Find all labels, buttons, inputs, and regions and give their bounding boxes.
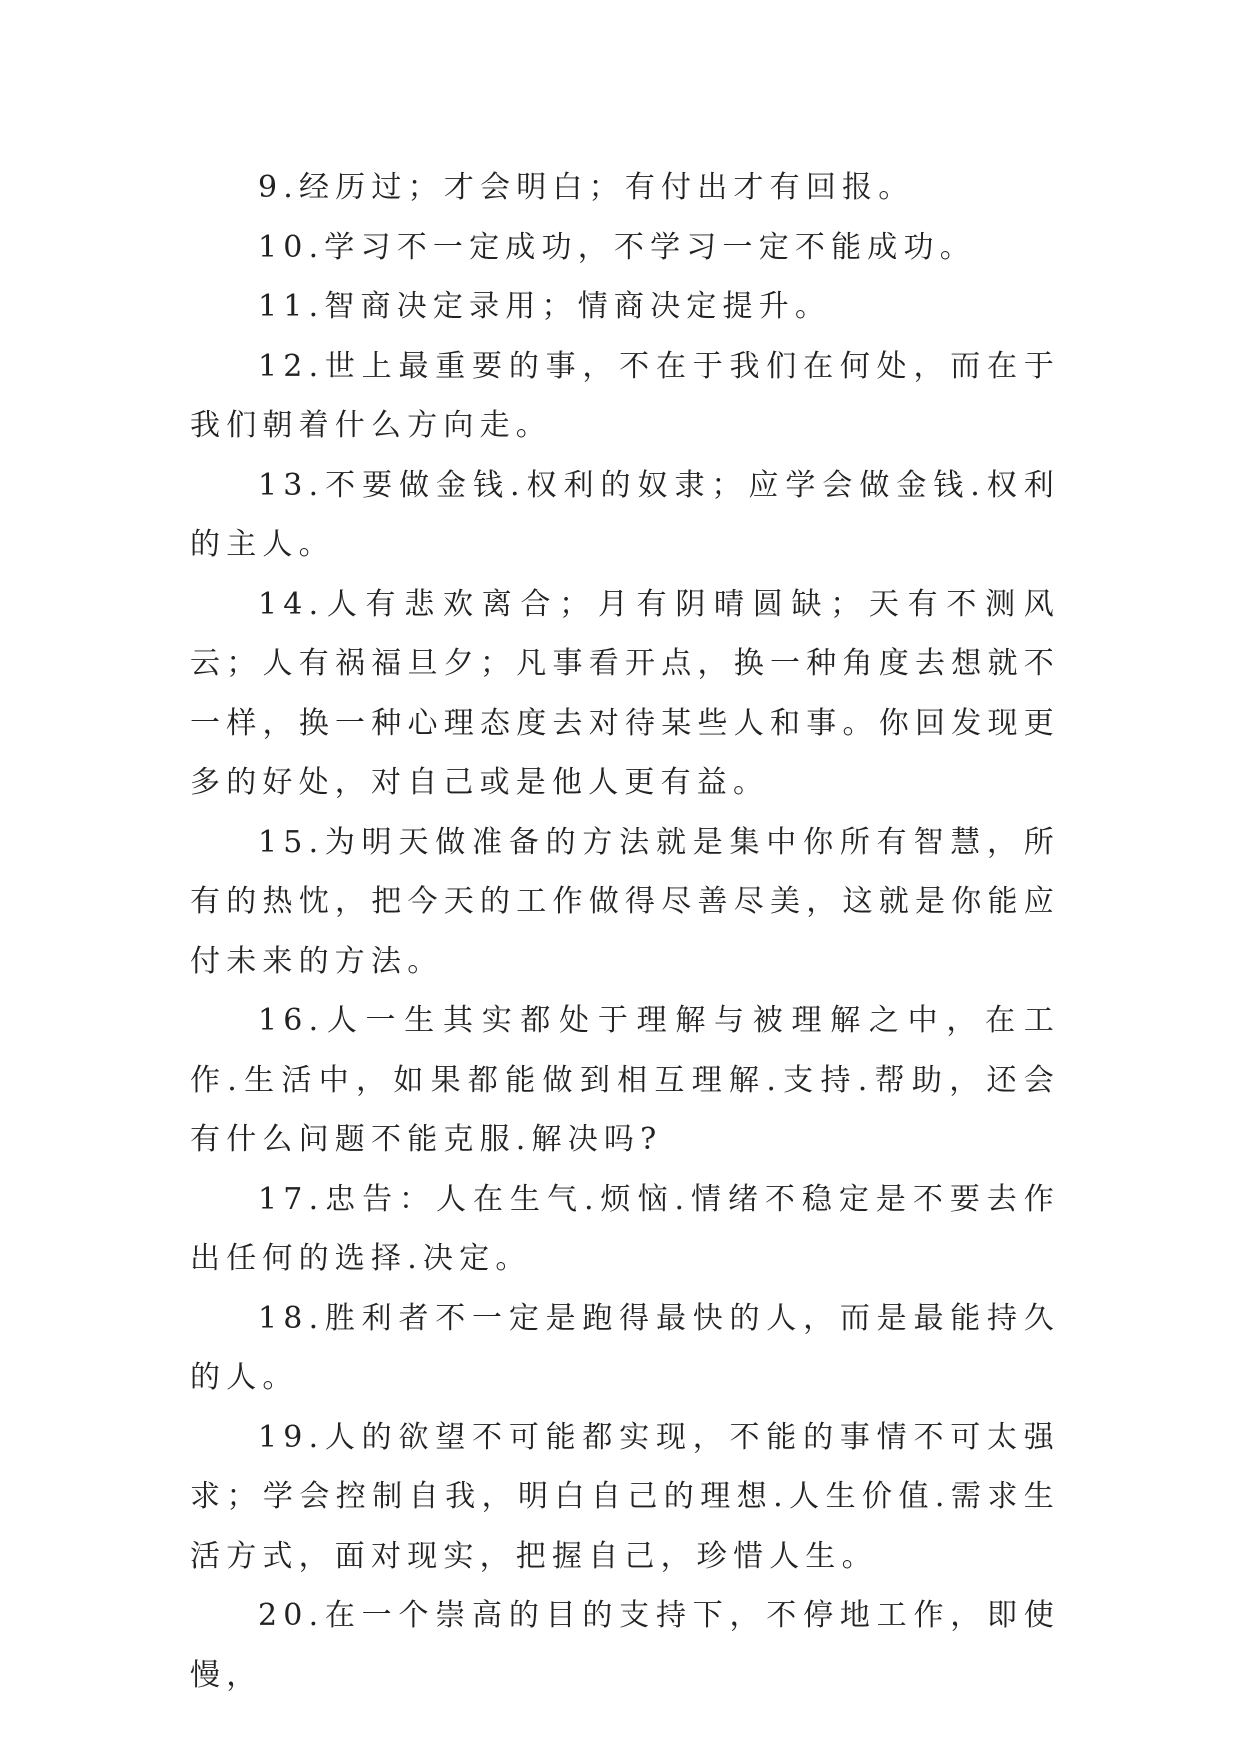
paragraph-15: 15.为明天做准备的方法就是集中你所有智慧，所有的热忱，把今天的工作做得尽善尽美，这就是你能应付未来的方法。 xyxy=(190,824,1060,979)
paragraph-12: 12.世上最重要的事，不在于我们在何处，而在于我们朝着什么方向走。 xyxy=(190,348,1060,443)
paragraph-14: 14.人有悲欢离合；月有阴晴圆缺；天有不测风云；人有祸福旦夕；凡事看开点，换一种角度去想就不一样，换一种心理态度去对待某些人和事。你回发现更多的好处，对自己或是他人更有益。 xyxy=(190,586,1060,800)
paragraph-10: 10.学习不一定成功，不学习一定不能成功。 xyxy=(258,229,976,265)
document-body xyxy=(190,158,1060,1705)
paragraph-13: 13.不要做金钱.权利的奴隶；应学会做金钱.权利的主人。 xyxy=(190,467,1060,562)
paragraph-19: 19.人的欲望不可能都实现，不能的事情不可太强求；学会控制自我，明白自己的理想.人生价值.需求生活方式，面对现实，把握自己，珍惜人生。 xyxy=(190,1419,1060,1574)
paragraph-18: 18.胜利者不一定是跑得最快的人，而是最能持久的人。 xyxy=(190,1300,1060,1395)
paragraph-9: 9.经历过；才会明白；有付出才有回报。 xyxy=(258,170,915,205)
paragraph-20: 20.在一个崇高的目的支持下，不停地工作，即使慢， xyxy=(190,1598,1060,1693)
paragraph-17: 17.忠告：人在生气.烦恼.情绪不稳定是不要去作出任何的选择.决定。 xyxy=(190,1181,1060,1276)
paragraph-16: 16.人一生其实都处于理解与被理解之中，在工作.生活中，如果都能做到相互理解.支持.帮助，还会有什么问题不能克服.解决吗? xyxy=(190,1003,1060,1157)
paragraph-11: 11.智商决定录用；情商决定提升。 xyxy=(258,289,832,324)
